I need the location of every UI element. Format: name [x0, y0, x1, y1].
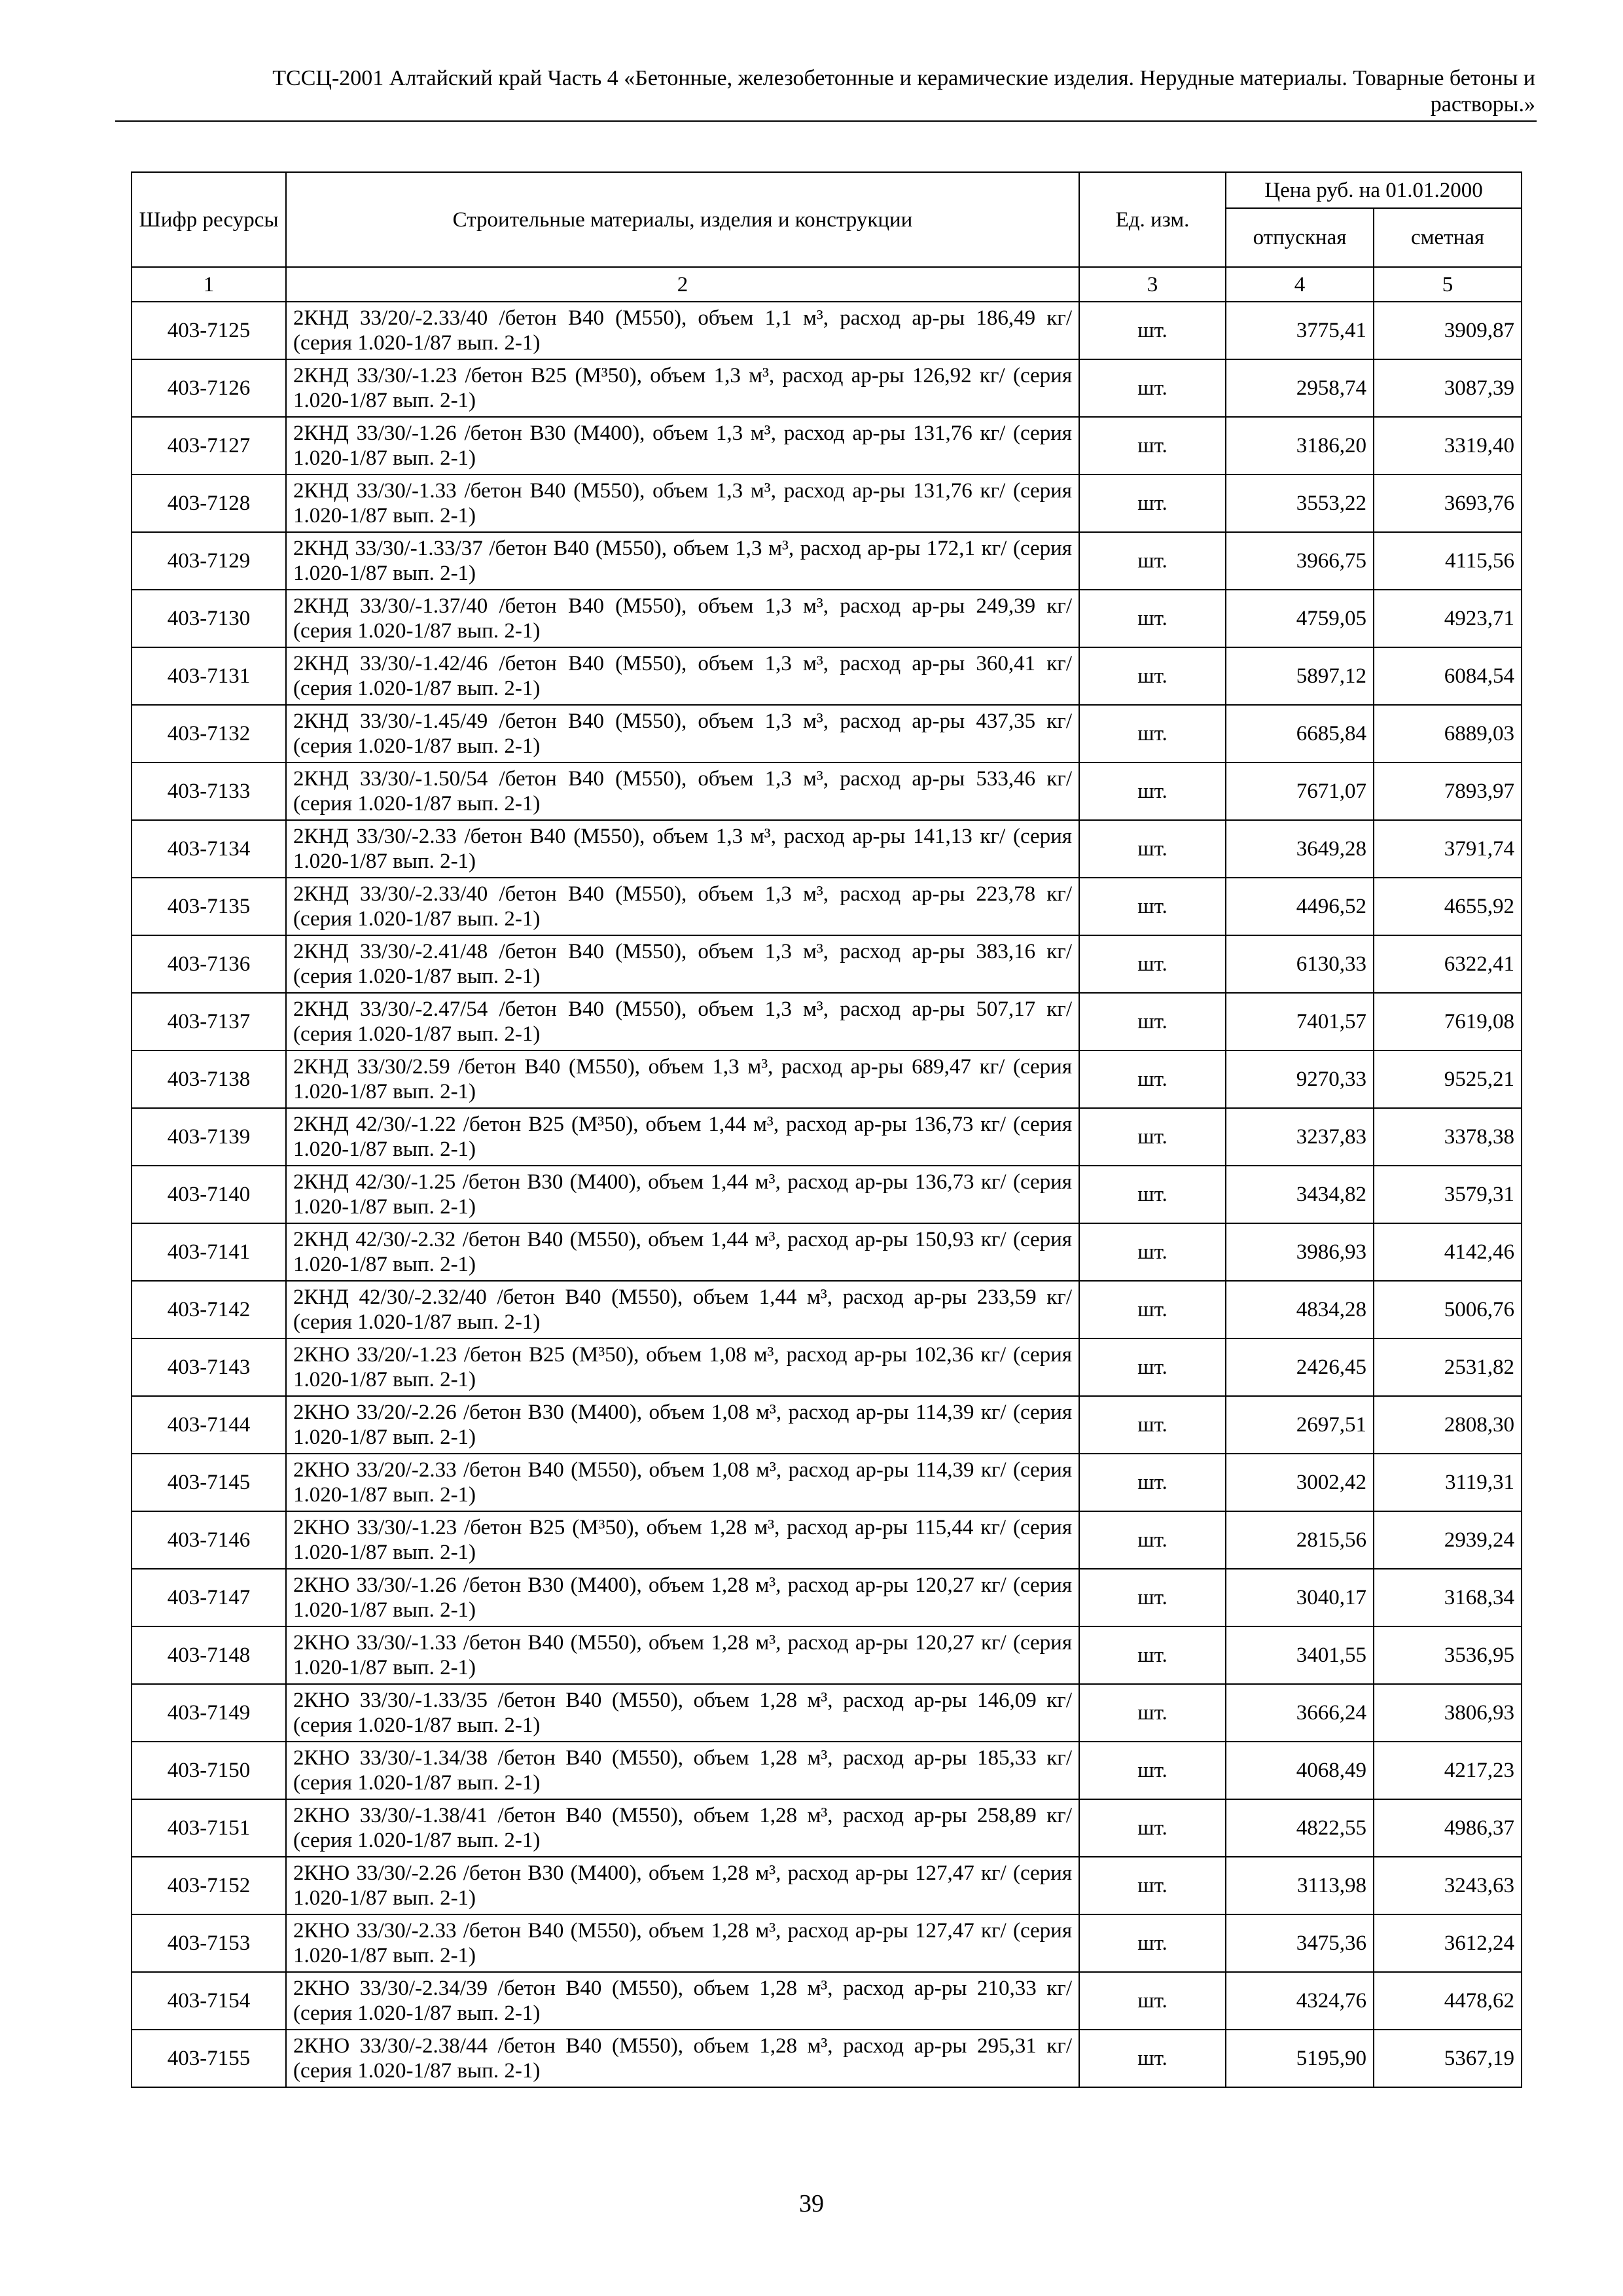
col-header-unit: Ед. изм. — [1079, 172, 1226, 267]
row-estimate-price: 6322,41 — [1374, 935, 1522, 993]
table-row — [132, 1857, 1522, 1914]
row-description: 2КНО 33/30/-1.33 /бетон В40 (М550), объем 1,28 м³, расход ар-ры 120,27 кг/ (серия 1.020-1/87 вып. 2-1) — [286, 1626, 1079, 1684]
row-unit: шт. — [1079, 1338, 1226, 1396]
header-rule — [115, 120, 1537, 122]
table-body — [132, 302, 1522, 2087]
table-row — [132, 1972, 1522, 2030]
col-header-description: Строительные материалы, изделия и конструкции — [286, 172, 1079, 267]
row-estimate-price: 6889,03 — [1374, 705, 1522, 762]
row-description: 2КНД 33/30/-2.33/40 /бетон В40 (М550), объем 1,3 м³, расход ар-ры 223,78 кг/ (серия 1.020-1/87 вып. 2-1) — [286, 878, 1079, 935]
row-code: 403-7141 — [132, 1223, 286, 1281]
row-release-price: 3966,75 — [1226, 532, 1374, 590]
row-code: 403-7132 — [132, 705, 286, 762]
running-header-line-1: ТССЦ-2001 Алтайский край Часть 4 «Бетонные, железобетонные и керамические изделия. Нерудные материалы. Товарные бетоны и — [272, 66, 1535, 90]
row-description: 2КНД 33/30/-1.33/37 /бетон В40 (М550), объем 1,3 м³, расход ар-ры 172,1 кг/ (серия 1.020-1/87 вып. 2-1) — [286, 532, 1079, 590]
table-row — [132, 532, 1522, 590]
row-estimate-price: 5006,76 — [1374, 1281, 1522, 1338]
row-code: 403-7135 — [132, 878, 286, 935]
row-release-price: 3237,83 — [1226, 1108, 1374, 1166]
row-estimate-price: 3536,95 — [1374, 1626, 1522, 1684]
row-unit: шт. — [1079, 1166, 1226, 1223]
row-code: 403-7133 — [132, 762, 286, 820]
running-header-line-2: растворы.» — [1430, 92, 1535, 117]
col-header-release-price: отпускная — [1226, 208, 1374, 267]
row-description: 2КНД 33/30/-2.47/54 /бетон В40 (М550), объем 1,3 м³, расход ар-ры 507,17 кг/ (серия 1.020-1/87 вып. 2-1) — [286, 993, 1079, 1050]
row-release-price: 2815,56 — [1226, 1511, 1374, 1569]
row-code: 403-7152 — [132, 1857, 286, 1914]
row-code: 403-7130 — [132, 590, 286, 647]
table-row — [132, 1108, 1522, 1166]
row-description: 2КНД 33/30/-1.50/54 /бетон В40 (М550), объем 1,3 м³, расход ар-ры 533,46 кг/ (серия 1.020-1/87 вып. 2-1) — [286, 762, 1079, 820]
table-row — [132, 2030, 1522, 2087]
row-code: 403-7134 — [132, 820, 286, 878]
row-unit: шт. — [1079, 1799, 1226, 1857]
row-unit: шт. — [1079, 302, 1226, 359]
table-row — [132, 1914, 1522, 1972]
table-row — [132, 1396, 1522, 1454]
row-unit: шт. — [1079, 820, 1226, 878]
table-row — [132, 762, 1522, 820]
row-code: 403-7129 — [132, 532, 286, 590]
row-description: 2КНД 33/30/-2.41/48 /бетон В40 (М550), объем 1,3 м³, расход ар-ры 383,16 кг/ (серия 1.020-1/87 вып. 2-1) — [286, 935, 1079, 993]
row-unit: шт. — [1079, 647, 1226, 705]
page-number: 39 — [799, 2190, 824, 2217]
row-unit: шт. — [1079, 475, 1226, 532]
row-code: 403-7140 — [132, 1166, 286, 1223]
row-code: 403-7154 — [132, 1972, 286, 2030]
row-code: 403-7145 — [132, 1454, 286, 1511]
row-description: 2КНД 33/20/-2.33/40 /бетон В40 (М550), объем 1,1 м³, расход ар-ры 186,49 кг/ (серия 1.020-1/87 вып. 2-1) — [286, 302, 1079, 359]
row-code: 403-7155 — [132, 2030, 286, 2087]
row-release-price: 3649,28 — [1226, 820, 1374, 878]
row-code: 403-7151 — [132, 1799, 286, 1857]
row-estimate-price: 7893,97 — [1374, 762, 1522, 820]
row-description: 2КНО 33/30/-1.34/38 /бетон В40 (М550), объем 1,28 м³, расход ар-ры 185,33 кг/ (серия 1.020-1/87 вып. 2-1) — [286, 1742, 1079, 1799]
row-unit: шт. — [1079, 1108, 1226, 1166]
row-description: 2КНО 33/30/-2.33 /бетон В40 (М550), объем 1,28 м³, расход ар-ры 127,47 кг/ (серия 1.020-1/87 вып. 2-1) — [286, 1914, 1079, 1972]
row-release-price: 3002,42 — [1226, 1454, 1374, 1511]
table-row — [132, 475, 1522, 532]
col-number: 1 — [132, 267, 286, 302]
row-description: 2КНО 33/30/-1.33/35 /бетон В40 (М550), объем 1,28 м³, расход ар-ры 146,09 кг/ (серия 1.020-1/87 вып. 2-1) — [286, 1684, 1079, 1742]
row-release-price: 5195,90 — [1226, 2030, 1374, 2087]
row-estimate-price: 7619,08 — [1374, 993, 1522, 1050]
row-description: 2КНО 33/20/-2.26 /бетон В30 (М400), объем 1,08 м³, расход ар-ры 114,39 кг/ (серия 1.020-1/87 вып. 2-1) — [286, 1396, 1079, 1454]
table-row — [132, 1281, 1522, 1338]
row-estimate-price: 3791,74 — [1374, 820, 1522, 878]
row-description: 2КНД 33/30/-1.42/46 /бетон В40 (М550), объем 1,3 м³, расход ар-ры 360,41 кг/ (серия 1.020-1/87 вып. 2-1) — [286, 647, 1079, 705]
row-estimate-price: 3378,38 — [1374, 1108, 1522, 1166]
table-row — [132, 878, 1522, 935]
row-estimate-price: 4217,23 — [1374, 1742, 1522, 1799]
table-row — [132, 1223, 1522, 1281]
row-description: 2КНД 42/30/-2.32 /бетон В40 (М550), объем 1,44 м³, расход ар-ры 150,93 кг/ (серия 1.020-1/87 вып. 2-1) — [286, 1223, 1079, 1281]
row-code: 403-7150 — [132, 1742, 286, 1799]
row-release-price: 3666,24 — [1226, 1684, 1374, 1742]
row-description: 2КНД 33/30/-2.33 /бетон В40 (М550), объем 1,3 м³, расход ар-ры 141,13 кг/ (серия 1.020-1/87 вып. 2-1) — [286, 820, 1079, 878]
row-release-price: 2426,45 — [1226, 1338, 1374, 1396]
row-description: 2КНО 33/20/-1.23 /бетон В25 (М³50), объем 1,08 м³, расход ар-ры 102,36 кг/ (серия 1.020-1/87 вып. 2-1) — [286, 1338, 1079, 1396]
row-description: 2КНД 42/30/-1.22 /бетон В25 (М³50), объем 1,44 м³, расход ар-ры 136,73 кг/ (серия 1.020-1/87 вып. 2-1) — [286, 1108, 1079, 1166]
row-unit: шт. — [1079, 1972, 1226, 2030]
row-code: 403-7149 — [132, 1684, 286, 1742]
row-code: 403-7142 — [132, 1281, 286, 1338]
row-description: 2КНД 33/30/2.59 /бетон В40 (М550), объем 1,3 м³, расход ар-ры 689,47 кг/ (серия 1.020-1/87 вып. 2-1) — [286, 1050, 1079, 1108]
row-unit: шт. — [1079, 1857, 1226, 1914]
row-release-price: 3186,20 — [1226, 417, 1374, 475]
row-description: 2КНД 42/30/-2.32/40 /бетон В40 (М550), объем 1,44 м³, расход ар-ры 233,59 кг/ (серия 1.020-1/87 вып. 2-1) — [286, 1281, 1079, 1338]
row-release-price: 3475,36 — [1226, 1914, 1374, 1972]
row-description: 2КНО 33/30/-1.23 /бетон В25 (М³50), объем 1,28 м³, расход ар-ры 115,44 кг/ (серия 1.020-1/87 вып. 2-1) — [286, 1511, 1079, 1569]
row-release-price: 3986,93 — [1226, 1223, 1374, 1281]
row-release-price: 3775,41 — [1226, 302, 1374, 359]
row-unit: шт. — [1079, 878, 1226, 935]
row-unit: шт. — [1079, 935, 1226, 993]
table-row — [132, 1684, 1522, 1742]
row-release-price: 6685,84 — [1226, 705, 1374, 762]
row-unit: шт. — [1079, 1684, 1226, 1742]
row-description: 2КНО 33/30/-2.26 /бетон В30 (М400), объем 1,28 м³, расход ар-ры 127,47 кг/ (серия 1.020-1/87 вып. 2-1) — [286, 1857, 1079, 1914]
table-row — [132, 935, 1522, 993]
row-release-price: 4759,05 — [1226, 590, 1374, 647]
row-release-price: 9270,33 — [1226, 1050, 1374, 1108]
row-release-price: 4324,76 — [1226, 1972, 1374, 2030]
row-unit: шт. — [1079, 705, 1226, 762]
table-row — [132, 359, 1522, 417]
row-description: 2КНД 42/30/-1.25 /бетон В30 (М400), объем 1,44 м³, расход ар-ры 136,73 кг/ (серия 1.020-1/87 вып. 2-1) — [286, 1166, 1079, 1223]
table-row — [132, 1166, 1522, 1223]
row-code: 403-7127 — [132, 417, 286, 475]
row-unit: шт. — [1079, 1626, 1226, 1684]
price-table — [131, 171, 1522, 2088]
col-header-price-group: Цена руб. на 01.01.2000 — [1226, 172, 1522, 208]
row-estimate-price: 4142,46 — [1374, 1223, 1522, 1281]
table-row — [132, 590, 1522, 647]
row-estimate-price: 4923,71 — [1374, 590, 1522, 647]
row-estimate-price: 5367,19 — [1374, 2030, 1522, 2087]
row-release-price: 3040,17 — [1226, 1569, 1374, 1626]
row-code: 403-7139 — [132, 1108, 286, 1166]
row-description: 2КНО 33/30/-2.38/44 /бетон В40 (М550), объем 1,28 м³, расход ар-ры 295,31 кг/ (серия 1.020-1/87 вып. 2-1) — [286, 2030, 1079, 2087]
table-row — [132, 417, 1522, 475]
row-code: 403-7148 — [132, 1626, 286, 1684]
table-row — [132, 1338, 1522, 1396]
row-code: 403-7125 — [132, 302, 286, 359]
row-code: 403-7147 — [132, 1569, 286, 1626]
row-code: 403-7126 — [132, 359, 286, 417]
table-row — [132, 647, 1522, 705]
row-unit: шт. — [1079, 1050, 1226, 1108]
row-unit: шт. — [1079, 590, 1226, 647]
row-unit: шт. — [1079, 1511, 1226, 1569]
col-number: 5 — [1374, 267, 1522, 302]
table-row — [132, 993, 1522, 1050]
table-row — [132, 820, 1522, 878]
row-code: 403-7146 — [132, 1511, 286, 1569]
running-header — [115, 65, 1535, 118]
row-unit: шт. — [1079, 1281, 1226, 1338]
row-estimate-price: 4478,62 — [1374, 1972, 1522, 2030]
row-release-price: 4068,49 — [1226, 1742, 1374, 1799]
row-code: 403-7131 — [132, 647, 286, 705]
table-row — [132, 705, 1522, 762]
col-number: 3 — [1079, 267, 1226, 302]
row-unit: шт. — [1079, 1223, 1226, 1281]
row-release-price: 4834,28 — [1226, 1281, 1374, 1338]
row-description: 2КНО 33/30/-2.34/39 /бетон В40 (М550), объем 1,28 м³, расход ар-ры 210,33 кг/ (серия 1.020-1/87 вып. 2-1) — [286, 1972, 1079, 2030]
row-estimate-price: 3119,31 — [1374, 1454, 1522, 1511]
row-estimate-price: 4655,92 — [1374, 878, 1522, 935]
row-description: 2КНО 33/20/-2.33 /бетон В40 (М550), объем 1,08 м³, расход ар-ры 114,39 кг/ (серия 1.020-1/87 вып. 2-1) — [286, 1454, 1079, 1511]
col-number: 4 — [1226, 267, 1374, 302]
row-unit: шт. — [1079, 1914, 1226, 1972]
row-estimate-price: 3693,76 — [1374, 475, 1522, 532]
row-description: 2КНД 33/30/-1.23 /бетон В25 (М³50), объем 1,3 м³, расход ар-ры 126,92 кг/ (серия 1.020-1/87 вып. 2-1) — [286, 359, 1079, 417]
row-unit: шт. — [1079, 2030, 1226, 2087]
col-header-estimate-price: сметная — [1374, 208, 1522, 267]
row-unit: шт. — [1079, 1454, 1226, 1511]
row-release-price: 7401,57 — [1226, 993, 1374, 1050]
table-row — [132, 1454, 1522, 1511]
row-estimate-price: 3087,39 — [1374, 359, 1522, 417]
row-estimate-price: 3806,93 — [1374, 1684, 1522, 1742]
table-row — [132, 302, 1522, 359]
row-estimate-price: 3579,31 — [1374, 1166, 1522, 1223]
row-estimate-price: 9525,21 — [1374, 1050, 1522, 1108]
row-code: 403-7128 — [132, 475, 286, 532]
row-estimate-price: 6084,54 — [1374, 647, 1522, 705]
row-release-price: 3553,22 — [1226, 475, 1374, 532]
row-code: 403-7144 — [132, 1396, 286, 1454]
row-release-price: 4822,55 — [1226, 1799, 1374, 1857]
row-unit: шт. — [1079, 993, 1226, 1050]
row-code: 403-7136 — [132, 935, 286, 993]
row-code: 403-7153 — [132, 1914, 286, 1972]
table-row — [132, 1511, 1522, 1569]
col-number: 2 — [286, 267, 1079, 302]
row-release-price: 3401,55 — [1226, 1626, 1374, 1684]
row-description: 2КНД 33/30/-1.37/40 /бетон В40 (М550), объем 1,3 м³, расход ар-ры 249,39 кг/ (серия 1.020-1/87 вып. 2-1) — [286, 590, 1079, 647]
row-release-price: 2697,51 — [1226, 1396, 1374, 1454]
row-release-price: 4496,52 — [1226, 878, 1374, 935]
row-release-price: 6130,33 — [1226, 935, 1374, 993]
row-unit: шт. — [1079, 417, 1226, 475]
row-description: 2КНД 33/30/-1.33 /бетон В40 (М550), объем 1,3 м³, расход ар-ры 131,76 кг/ (серия 1.020-1/87 вып. 2-1) — [286, 475, 1079, 532]
table-row — [132, 1050, 1522, 1108]
table-row — [132, 1626, 1522, 1684]
row-estimate-price: 3168,34 — [1374, 1569, 1522, 1626]
row-unit: шт. — [1079, 762, 1226, 820]
row-estimate-price: 2531,82 — [1374, 1338, 1522, 1396]
row-release-price: 3434,82 — [1226, 1166, 1374, 1223]
row-code: 403-7143 — [132, 1338, 286, 1396]
row-estimate-price: 3909,87 — [1374, 302, 1522, 359]
row-description: 2КНД 33/30/-1.45/49 /бетон В40 (М550), объем 1,3 м³, расход ар-ры 437,35 кг/ (серия 1.020-1/87 вып. 2-1) — [286, 705, 1079, 762]
row-release-price: 2958,74 — [1226, 359, 1374, 417]
row-unit: шт. — [1079, 1742, 1226, 1799]
row-estimate-price: 3319,40 — [1374, 417, 1522, 475]
row-estimate-price: 4986,37 — [1374, 1799, 1522, 1857]
row-code: 403-7137 — [132, 993, 286, 1050]
row-description: 2КНД 33/30/-1.26 /бетон В30 (М400), объем 1,3 м³, расход ар-ры 131,76 кг/ (серия 1.020-1/87 вып. 2-1) — [286, 417, 1079, 475]
row-unit: шт. — [1079, 1569, 1226, 1626]
row-unit: шт. — [1079, 359, 1226, 417]
row-description: 2КНО 33/30/-1.38/41 /бетон В40 (М550), объем 1,28 м³, расход ар-ры 258,89 кг/ (серия 1.020-1/87 вып. 2-1) — [286, 1799, 1079, 1857]
row-estimate-price: 3612,24 — [1374, 1914, 1522, 1972]
row-unit: шт. — [1079, 532, 1226, 590]
table-row — [132, 1742, 1522, 1799]
table-row — [132, 1569, 1522, 1626]
row-estimate-price: 3243,63 — [1374, 1857, 1522, 1914]
row-estimate-price: 4115,56 — [1374, 532, 1522, 590]
row-code: 403-7138 — [132, 1050, 286, 1108]
row-unit: шт. — [1079, 1396, 1226, 1454]
row-release-price: 3113,98 — [1226, 1857, 1374, 1914]
row-estimate-price: 2808,30 — [1374, 1396, 1522, 1454]
row-estimate-price: 2939,24 — [1374, 1511, 1522, 1569]
table-row — [132, 1799, 1522, 1857]
row-description: 2КНО 33/30/-1.26 /бетон В30 (М400), объем 1,28 м³, расход ар-ры 120,27 кг/ (серия 1.020-1/87 вып. 2-1) — [286, 1569, 1079, 1626]
row-release-price: 5897,12 — [1226, 647, 1374, 705]
col-header-code: Шифр ресурсы — [132, 172, 286, 267]
row-release-price: 7671,07 — [1226, 762, 1374, 820]
